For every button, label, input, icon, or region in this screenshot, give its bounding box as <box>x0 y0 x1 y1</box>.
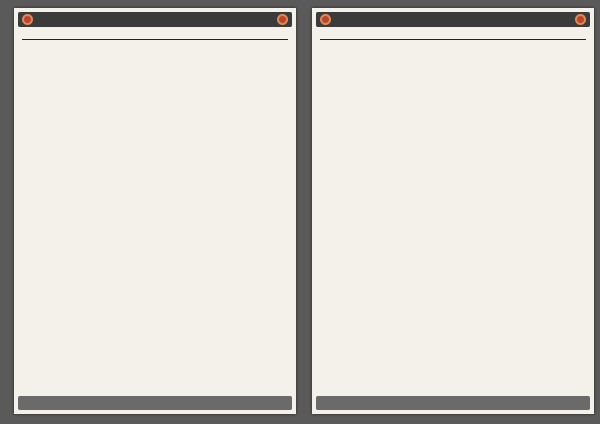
section-title <box>22 29 288 38</box>
left-page-footer <box>18 396 292 410</box>
ornament-icon <box>22 14 33 25</box>
section-title <box>320 29 586 38</box>
right-page <box>312 8 594 414</box>
left-page-header <box>18 12 292 27</box>
left-page <box>14 8 296 414</box>
ornament-icon <box>320 14 331 25</box>
right-page-footer <box>316 396 590 410</box>
ornament-icon <box>277 14 288 25</box>
title-divider <box>320 39 586 40</box>
ornament-icon <box>575 14 586 25</box>
left-page-body <box>22 44 288 390</box>
right-page-header <box>316 12 590 27</box>
title-divider <box>22 39 288 40</box>
right-page-body <box>320 44 586 390</box>
